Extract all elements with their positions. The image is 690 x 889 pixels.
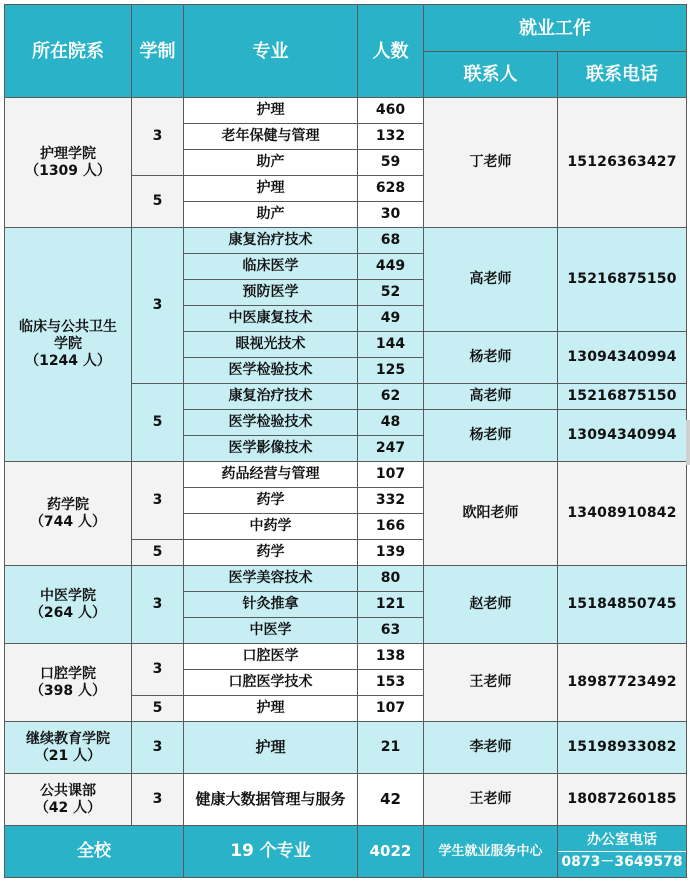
contact-phone: 18087260185 xyxy=(558,774,687,826)
major-cell: 护理 xyxy=(184,722,358,774)
duration-cell: 5 xyxy=(132,384,184,462)
college-continuing xyxy=(5,722,132,774)
count-cell: 42 xyxy=(358,774,424,826)
count-cell: 460 xyxy=(358,98,424,124)
duration-cell: 3 xyxy=(132,228,184,384)
count-cell: 449 xyxy=(358,254,424,280)
major-cell: 药品经营与管理 xyxy=(184,462,358,488)
major-cell: 老年保健与管理 xyxy=(184,124,358,150)
major-cell: 药学 xyxy=(184,540,358,566)
major-cell: 康复治疗技术 xyxy=(184,384,358,410)
college-name: 口腔学院 xyxy=(40,665,96,682)
college-total: （42 人） xyxy=(34,799,102,816)
count-cell: 153 xyxy=(358,670,424,696)
college-name: 药学院 xyxy=(47,496,89,513)
contact-name: 高老师 xyxy=(424,384,558,410)
contact-name: 杨老师 xyxy=(424,410,558,462)
count-cell: 332 xyxy=(358,488,424,514)
contact-name: 李老师 xyxy=(424,722,558,774)
count-cell: 166 xyxy=(358,514,424,540)
contact-name: 杨老师 xyxy=(424,332,558,384)
contact-name: 欧阳老师 xyxy=(424,462,558,566)
count-cell: 138 xyxy=(358,644,424,670)
college-total: （1309 人） xyxy=(25,162,111,179)
duration-cell: 3 xyxy=(132,566,184,644)
major-cell: 针灸推拿 xyxy=(184,592,358,618)
count-cell: 132 xyxy=(358,124,424,150)
college-name: 中医学院 xyxy=(40,587,96,604)
duration-cell: 3 xyxy=(132,462,184,540)
duration-cell: 5 xyxy=(132,696,184,722)
duration-cell: 3 xyxy=(132,98,184,176)
major-cell: 健康大数据管理与服务 xyxy=(184,774,358,826)
count-cell: 125 xyxy=(358,358,424,384)
header-contact: 联系人 xyxy=(424,52,558,98)
header-count: 人数 xyxy=(358,5,424,98)
major-cell: 预防医学 xyxy=(184,280,358,306)
major-cell: 中医学 xyxy=(184,618,358,644)
duration-cell: 3 xyxy=(132,644,184,696)
college-pharmacy xyxy=(5,462,132,566)
college-total: （264 人） xyxy=(29,604,107,621)
college-clinical xyxy=(5,228,132,462)
contact-phone: 15184850745 xyxy=(558,566,687,644)
contact-phone: 15198933082 xyxy=(558,722,687,774)
count-cell: 21 xyxy=(358,722,424,774)
duration-cell: 5 xyxy=(132,540,184,566)
count-cell: 49 xyxy=(358,306,424,332)
contact-phone: 13094340994 xyxy=(558,332,687,384)
contact-name: 王老师 xyxy=(424,644,558,722)
contact-phone: 13094340994 xyxy=(558,410,687,462)
header-duration: 学制 xyxy=(132,5,184,98)
header-phone: 联系电话 xyxy=(558,52,687,98)
footer-school: 全校 xyxy=(5,826,184,878)
count-cell: 62 xyxy=(358,384,424,410)
footer-total: 4022 xyxy=(358,826,424,878)
major-cell: 中药学 xyxy=(184,514,358,540)
major-cell: 医学检验技术 xyxy=(184,358,358,384)
header-college: 所在院系 xyxy=(5,5,132,98)
duration-cell: 3 xyxy=(132,722,184,774)
college-total: （398 人） xyxy=(29,682,107,699)
major-cell: 康复治疗技术 xyxy=(184,228,358,254)
major-cell: 临床医学 xyxy=(184,254,358,280)
college-total: （21 人） xyxy=(34,747,102,764)
footer-majors: 19 个专业 xyxy=(184,826,358,878)
count-cell: 121 xyxy=(358,592,424,618)
count-cell: 107 xyxy=(358,462,424,488)
college-name: 临床与公共卫生 xyxy=(19,319,117,335)
office-phone-label: 办公室电话 xyxy=(558,830,686,852)
count-cell: 68 xyxy=(358,228,424,254)
contact-name: 王老师 xyxy=(424,774,558,826)
footer-office xyxy=(558,826,687,878)
header-employment: 就业工作 xyxy=(424,5,687,52)
count-cell: 247 xyxy=(358,436,424,462)
contact-name: 赵老师 xyxy=(424,566,558,644)
duration-cell: 3 xyxy=(132,774,184,826)
contact-name: 高老师 xyxy=(424,228,558,332)
duration-cell: 5 xyxy=(132,176,184,228)
major-cell: 医学影像技术 xyxy=(184,436,358,462)
college-nursing xyxy=(5,98,132,228)
major-cell: 口腔医学 xyxy=(184,644,358,670)
major-cell: 护理 xyxy=(184,696,358,722)
count-cell: 107 xyxy=(358,696,424,722)
header-major: 专业 xyxy=(184,5,358,98)
college-name: 继续教育学院 xyxy=(26,730,110,747)
employment-contact-table xyxy=(4,4,687,878)
major-cell: 助产 xyxy=(184,202,358,228)
major-cell: 眼视光技术 xyxy=(184,332,358,358)
count-cell: 48 xyxy=(358,410,424,436)
contact-phone: 15216875150 xyxy=(558,228,687,332)
count-cell: 52 xyxy=(358,280,424,306)
major-cell: 医学美容技术 xyxy=(184,566,358,592)
college-name: 护理学院 xyxy=(40,145,96,162)
count-cell: 59 xyxy=(358,150,424,176)
count-cell: 628 xyxy=(358,176,424,202)
count-cell: 80 xyxy=(358,566,424,592)
college-total: （1244 人） xyxy=(25,353,111,369)
college-name: 公共课部 xyxy=(40,782,96,799)
contact-phone: 15216875150 xyxy=(558,384,687,410)
count-cell: 63 xyxy=(358,618,424,644)
contact-phone: 13408910842 xyxy=(558,462,687,566)
major-cell: 中医康复技术 xyxy=(184,306,358,332)
major-cell: 护理 xyxy=(184,98,358,124)
office-phone-number: 0873－3649578 xyxy=(561,854,683,870)
contact-phone: 18987723492 xyxy=(558,644,687,722)
count-cell: 30 xyxy=(358,202,424,228)
major-cell: 护理 xyxy=(184,176,358,202)
major-cell: 口腔医学技术 xyxy=(184,670,358,696)
count-cell: 144 xyxy=(358,332,424,358)
college-dental xyxy=(5,644,132,722)
major-cell: 助产 xyxy=(184,150,358,176)
college-total: （744 人） xyxy=(29,513,107,530)
college-public xyxy=(5,774,132,826)
major-cell: 医学检验技术 xyxy=(184,410,358,436)
footer-center: 学生就业服务中心 xyxy=(424,826,558,878)
major-cell: 药学 xyxy=(184,488,358,514)
college-name: 学院 xyxy=(54,336,82,352)
count-cell: 139 xyxy=(358,540,424,566)
contact-phone: 15126363427 xyxy=(558,98,687,228)
college-tcm xyxy=(5,566,132,644)
contact-name: 丁老师 xyxy=(424,98,558,228)
edge-mark xyxy=(686,420,690,465)
